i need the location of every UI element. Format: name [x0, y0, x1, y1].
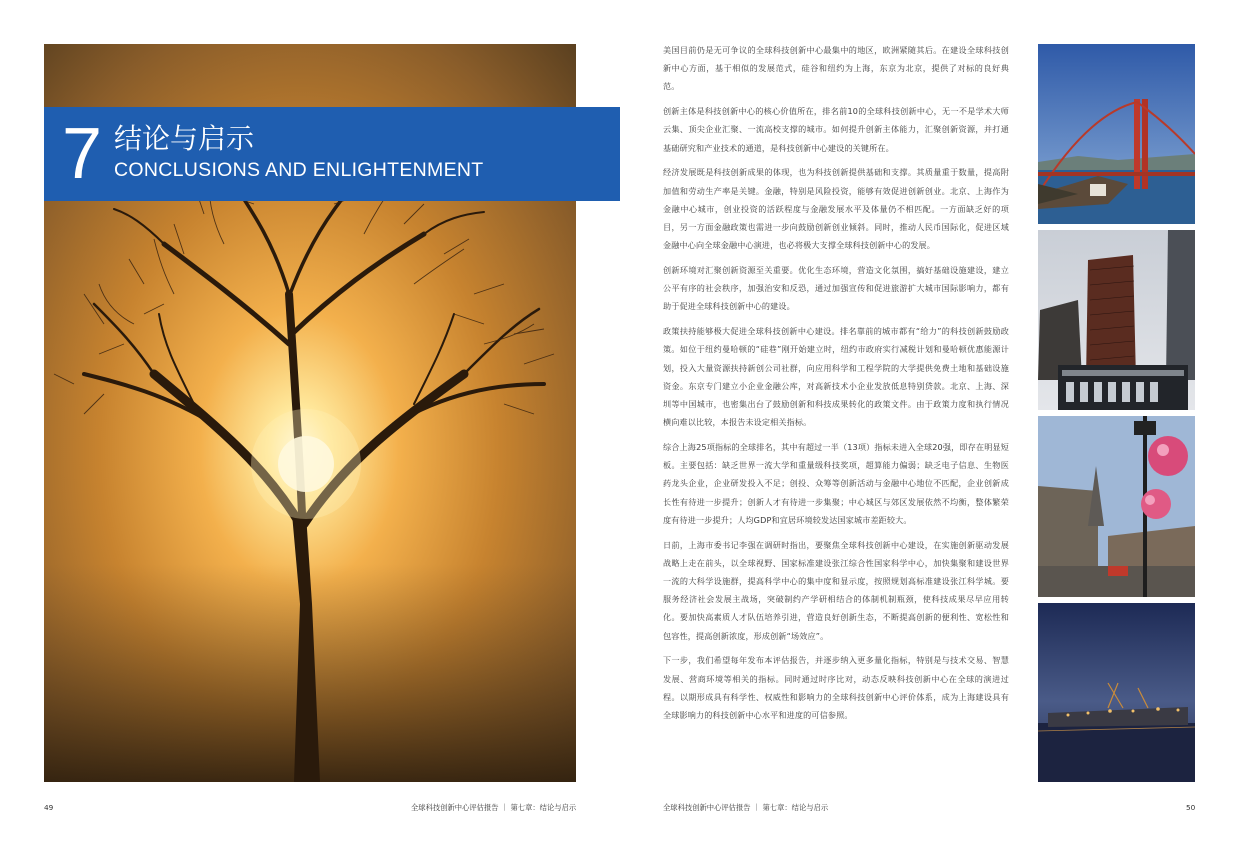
- photo-street-with-flowers: [1038, 416, 1195, 597]
- body-text: [663, 41, 1009, 731]
- photo-golden-gate-bridge: [1038, 44, 1195, 224]
- page-number-right: 50: [1186, 803, 1196, 812]
- running-head-left: 全球科技创新中心评估报告 ｜ 第七章：结论与启示: [411, 803, 577, 812]
- paragraph: 美国目前仍是无可争议的全球科技创新中心最集中的地区，欧洲紧随其后。在建设全球科技创新中心方面，基于相似的发展范式，硅谷和纽约为上海，东京为北京，提供了对标的良好典范。: [663, 45, 1009, 92]
- paragraph: 经济发展既是科技创新成果的体现，也为科技创新提供基础和支撑。其质量重于数量，提高附加值和劳动生产率是关键。金融，特别是风险投资，能够有效促进创新创业。北京、上海作为金融中心城市，创业投资的活跃程度与金融发展水平及体量仍不相匹配。一方面缺乏好的项目，另一方面金融政策也需进一步向鼓励创新创业倾斜。同时，推动人民币国际化，促进区域金融中心向全球金融中心演进，也必将极大支撑全球科技创新中心的发展。: [663, 167, 1009, 251]
- paragraph: 创新环境对汇聚创新资源至关重要。优化生态环境，营造文化氛围，搞好基础设施建设，建立公平有序的社会秩序，加强治安和反恐，通过加强宣传和促进旅游扩大城市国际影响力，都有助于促进全球科技创新中心的建设。: [663, 265, 1009, 312]
- photo-berlin-towers: [1038, 230, 1195, 410]
- paragraph: 政策扶持能够极大促进全球科技创新中心建设。排名靠前的城市都有“给力”的科技创新鼓励政策。如位于纽约曼哈顿的“硅巷”刚开始建立时，纽约市政府实行减税计划和曼哈顿优惠能源计划，投入大量资源扶持新创公司社群，向应用科学和工程学院的大学提供免费土地和基础设施资金。东京专门建立小企业金融公库，对高新技术小企业发放低息特别贷款。北京、上海、深圳等中国城市，也密集出台了鼓励创新和科技成果转化的政策文件。由于政策力度和执行情况横向难以比较，本报告未设定相关指标。: [663, 326, 1009, 428]
- chapter-number: 7: [62, 114, 103, 194]
- chapter-title-cn: 结论与启示: [114, 122, 255, 155]
- paragraph: 创新主体是科技创新中心的核心价值所在，排名前10的全球科技创新中心，无一不是学术大师云集、顶尖企业汇聚、一流高校支撑的城市。如何提升创新主体能力，汇聚创新资源，并打通基础研究和产业技术的通道，是科技创新中心建设的关键所在。: [663, 106, 1009, 153]
- running-head-right: 全球科技创新中心评估报告 ｜ 第七章：结论与启示: [663, 803, 829, 812]
- paragraph: 综合上海25项指标的全球排名，其中有超过一半（13项）指标未进入全球20强，即存在明显短板。主要包括：缺乏世界一流大学和重量级科技奖项，超算能力偏弱；缺乏电子信息、生物医药龙头企业，企业研发投入不足；创投、众筹等创新活动与金融中心地位不匹配，企业创新成长性有待进一步提升；创新人才有待进一步集聚；中心城区与郊区发展依然不均衡，整体繁荣度有待进一步提升；人均GDP和宜居环境较发达国家城市差距较大。: [663, 442, 1009, 525]
- photo-harbor-night: [1038, 603, 1195, 782]
- paragraph: 下一步，我们希望每年发布本评估报告，并逐步纳入更多量化指标，特别是与技术交易、智慧发展、营商环境等相关的指标。同时通过时序比对，动态反映科技创新中心在全球的演进过程。以期形成具有科学性、权威性和影响力的全球科技创新中心评价体系，成为上海建设具有全球影响力的科技创新中心水平和进度的可信参照。: [663, 655, 1009, 721]
- chapter-title-en: CONCLUSIONS AND ENLIGHTENMENT: [114, 159, 484, 181]
- page-number-left: 49: [44, 803, 54, 812]
- paragraph: 日前，上海市委书记李强在调研时指出，要聚焦全球科技创新中心建设，在实施创新驱动发展战略上走在前头，以全球视野、国家标准建设张江综合性国家科学中心，加快集聚和建设世界一流的大科学设施群，提高科学中心的集中度和显示度，按照规划高标准建设张江科学城。要服务经济社会发展主战场，突破制约产学研相结合的体制机制瓶颈，使科技成果尽早应用转化。要加快高素质人才队伍培养引进，营造良好创新生态，不断提高创新的便利性、宽松性和包容性，提高创新浓度，形成创新“场效应”。: [663, 539, 1009, 641]
